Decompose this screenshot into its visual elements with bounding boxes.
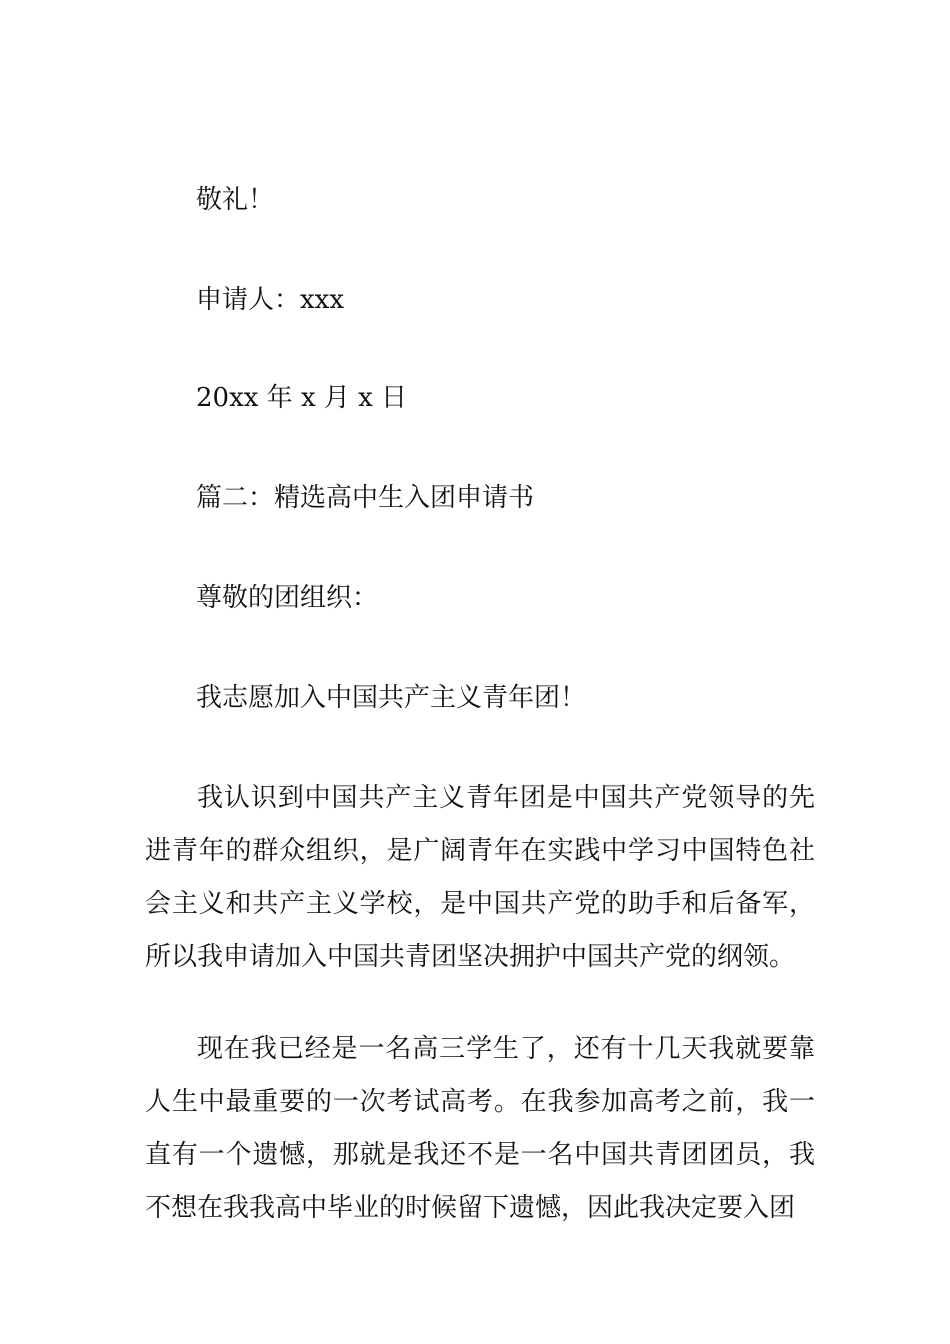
salutation: 尊敬的团组织： [196,583,379,613]
closing-salutation: 敬礼！ [196,185,275,215]
body-paragraph-1: 我认识到中国共产主义青年团是中国共产党领导的先进青年的群众组织，是广阔青年在实践中学习中国特色社会主义和共产主义学校，是中国共产党的助手和后备军，所以我申请加入中国共青团坚决拥护中国共产党的纲领。 [145,783,815,972]
date-line: 20xx 年 x 月 x 日 [196,383,408,413]
applicant-line: 申请人：xxx [196,285,344,315]
section-title: 篇二：精选高中生入团申请书 [196,483,535,513]
body-paragraph-2: 现在我已经是一名高三学生了，还有十几天我就要靠人生中最重要的一次考试高考。在我参加高考之前，我一直有一个遗憾，那就是我还不是一名中国共青团团员，我不想在我我高中毕业的时候留下遗憾，因此我决定要入团 [145,1034,815,1223]
intent-statement: 我志愿加入中国共产主义青年团！ [196,683,587,713]
